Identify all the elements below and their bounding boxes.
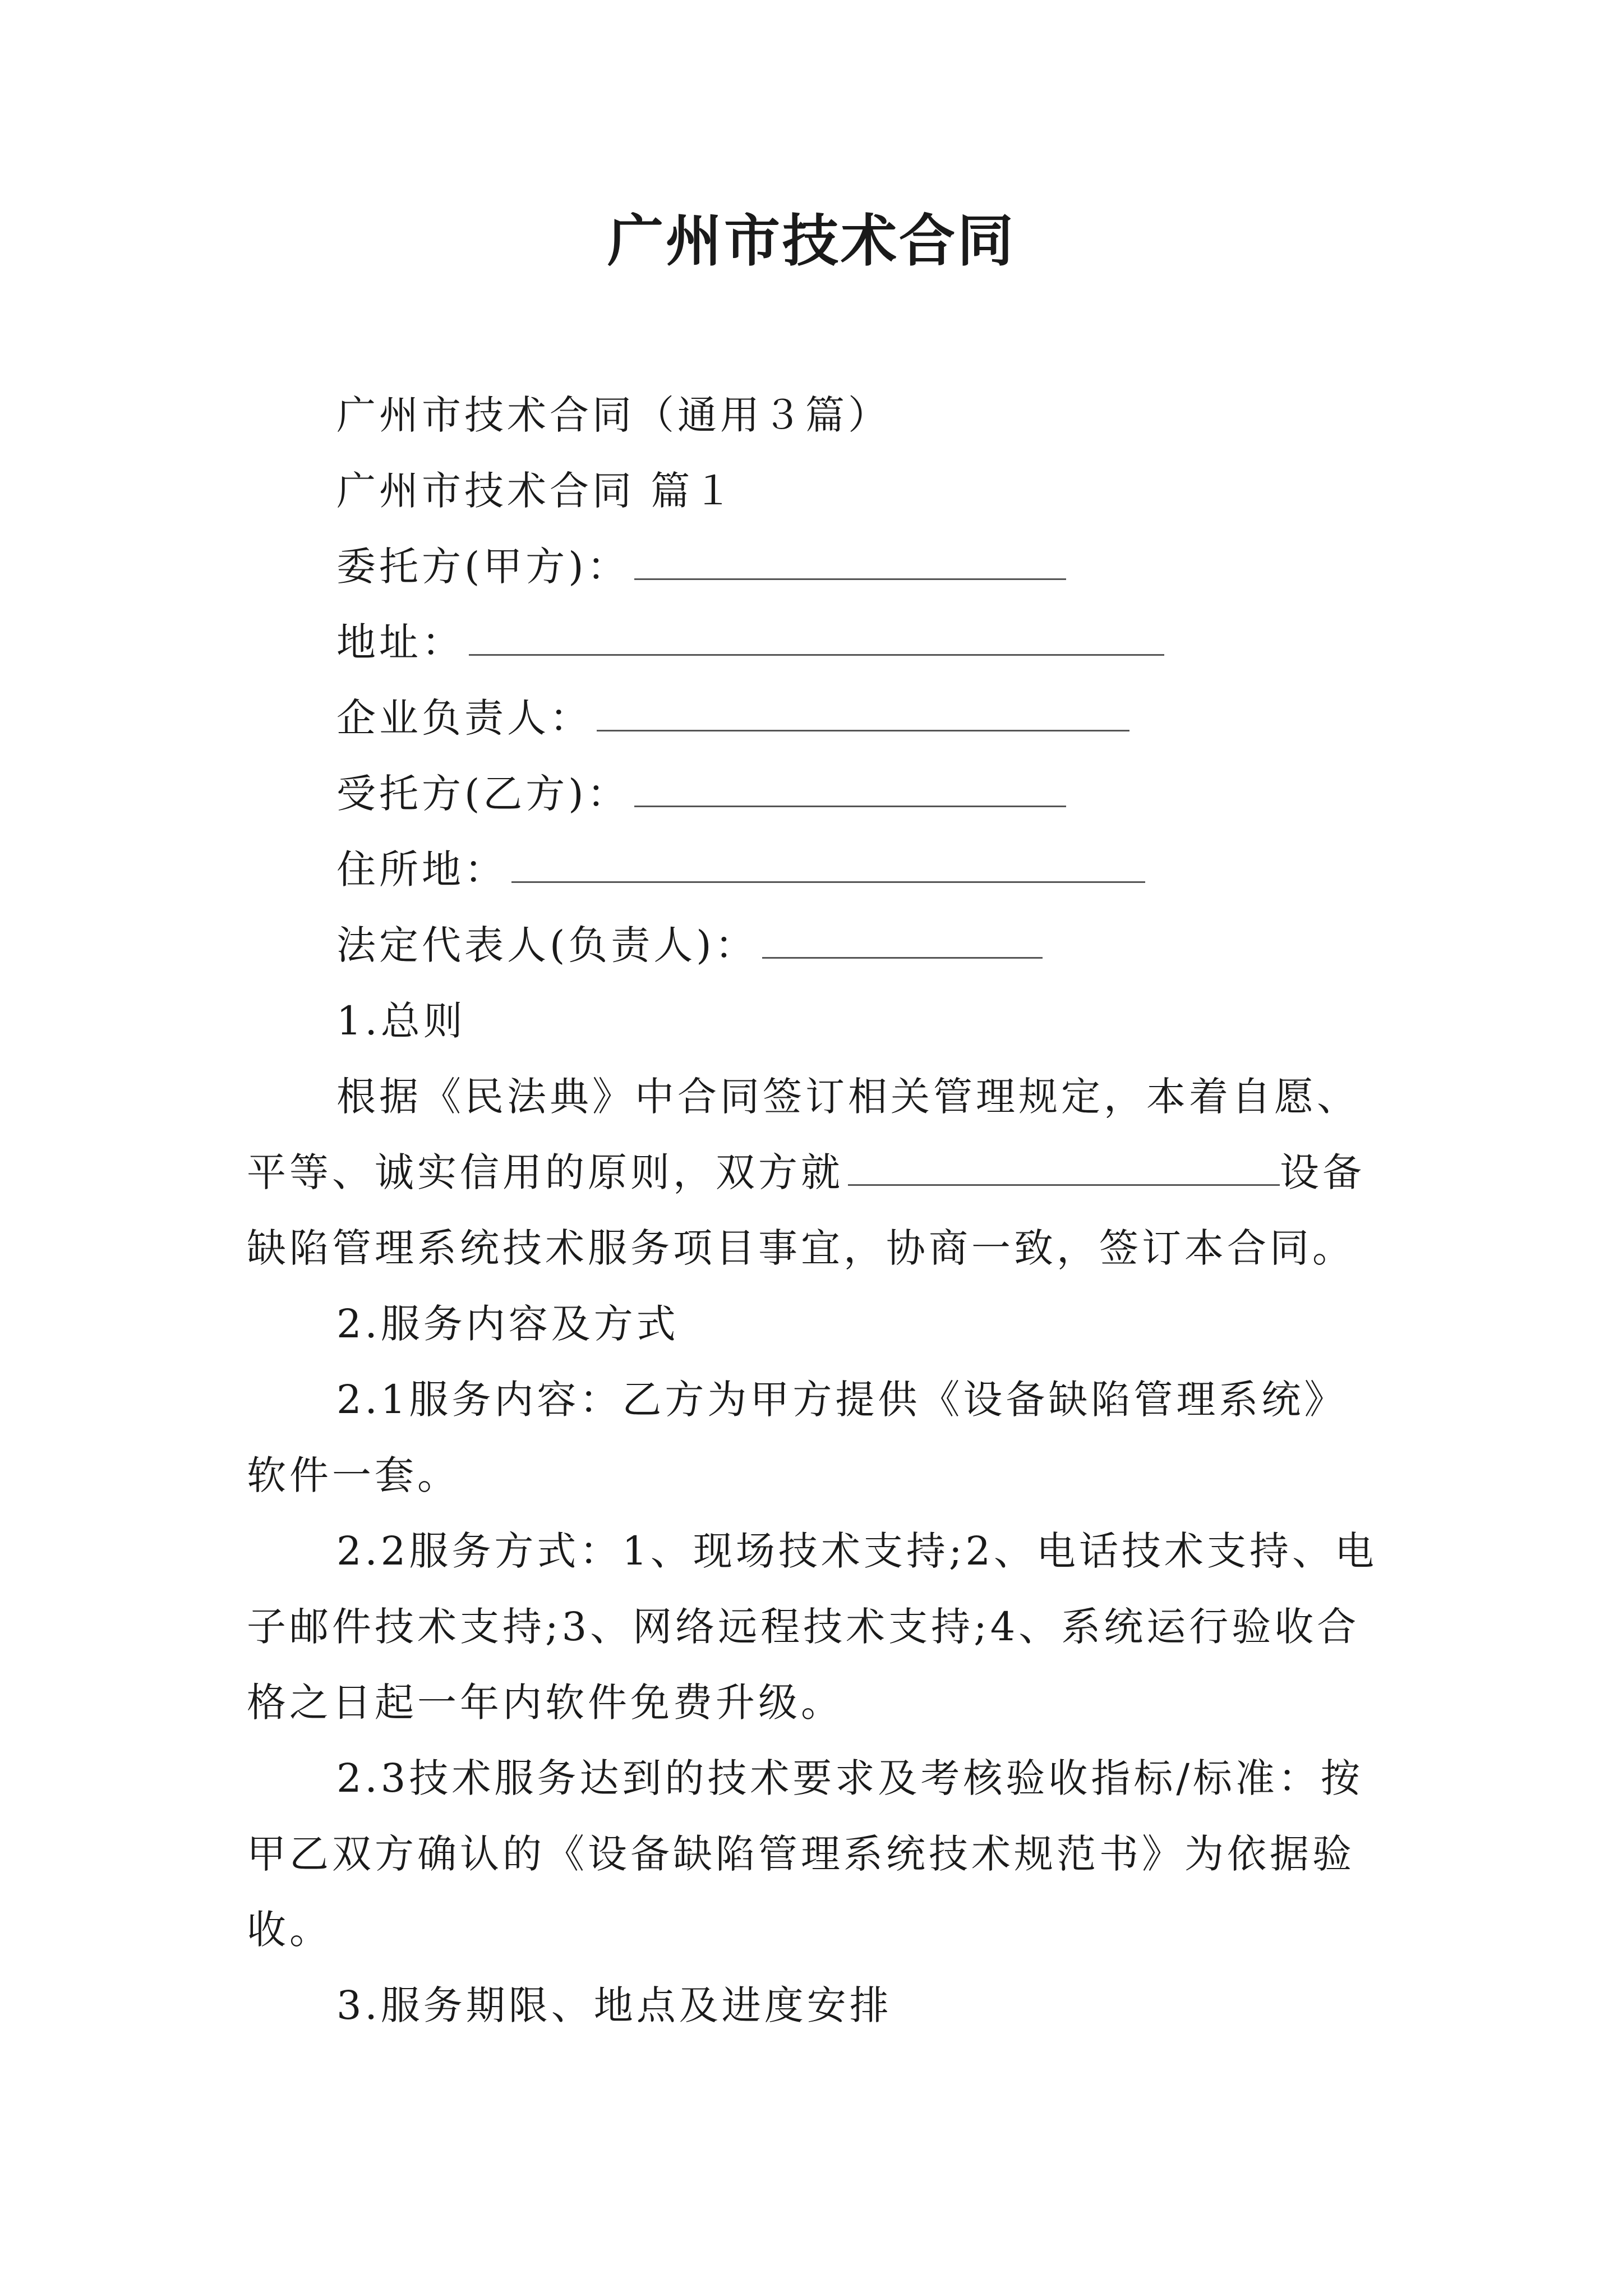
paragraph-text: 子邮件技术支持;3、网络远程技术支持;4、系统运行验收合 <box>247 1604 1360 1650</box>
paragraph-line <box>336 1069 1359 1125</box>
contractor-blank <box>634 770 1066 807</box>
paragraph-text: 设备 <box>1280 1149 1365 1195</box>
legal-rep-label: 法定代表人(负责人)： <box>336 922 758 968</box>
paragraph-text: 平等、诚实信用的原则，双方就 <box>247 1149 843 1195</box>
residence-field <box>336 841 1145 898</box>
clause-heading-service <box>336 1296 679 1352</box>
paragraph-text: 2.3技术服务达到的技术要求及考核验收指标/标准：按 <box>336 1755 1363 1801</box>
paragraph-text: 2.2服务方式：1、现场技术支持;2、电话技术支持、电 <box>336 1528 1377 1574</box>
paragraph-line <box>336 1372 1347 1428</box>
paragraph-line <box>247 1144 1365 1200</box>
document-title: 广州市技术合同 <box>607 208 1016 274</box>
legal-rep-blank <box>762 921 1043 959</box>
paragraph-text: 2.1服务内容：乙方为甲方提供《设备缺陷管理系统》 <box>336 1377 1347 1423</box>
paragraph-text: 收。 <box>247 1907 332 1953</box>
subtitle-text: 广州市技术合同（通用３篇） <box>336 392 891 438</box>
address-blank <box>469 618 1164 656</box>
address-field <box>336 614 1164 670</box>
section-heading-1 <box>336 463 736 519</box>
residence-blank <box>511 845 1145 883</box>
paragraph-text: 格之日起一年内软件免费升级。 <box>247 1680 843 1726</box>
legal-rep-field <box>336 917 1043 973</box>
client-field <box>336 539 1066 595</box>
paragraph-text: 软件一套。 <box>247 1452 460 1498</box>
paragraph-text: 甲乙双方确认的《设备缺陷管理系统技术规范书》为依据验 <box>247 1831 1355 1877</box>
paragraph-line <box>247 1902 332 1958</box>
clause-heading-general <box>336 993 466 1049</box>
address-label: 地址： <box>336 619 464 665</box>
contractor-label: 受托方(乙方)： <box>336 771 630 817</box>
clause-heading-text: 1.总则 <box>336 998 466 1044</box>
paragraph-line <box>247 1599 1359 1655</box>
client-blank <box>634 542 1066 580</box>
paragraph-text: 根据《民法典》中合同签订相关管理规定，本着自愿、 <box>336 1074 1359 1120</box>
project-blank <box>848 1148 1280 1186</box>
enterprise-head-blank <box>597 694 1129 731</box>
enterprise-head-label: 企业负责人： <box>336 695 592 741</box>
paragraph-line <box>336 1750 1363 1806</box>
contractor-field <box>336 766 1066 822</box>
enterprise-head-field <box>336 690 1129 746</box>
clause-heading-text: 3.服务期限、地点及进度安排 <box>336 1982 892 2028</box>
subtitle-line <box>336 387 891 443</box>
clause-heading-text: 2.服务内容及方式 <box>336 1301 679 1347</box>
paragraph-line <box>247 1826 1355 1882</box>
paragraph-line <box>247 1447 460 1503</box>
paragraph-line <box>336 1523 1377 1579</box>
residence-label: 住所地： <box>336 846 507 892</box>
paragraph-line <box>247 1220 1355 1276</box>
clause-heading-schedule <box>336 1977 892 2033</box>
paragraph-line <box>247 1674 843 1731</box>
paragraph-text: 缺陷管理系统技术服务项目事宜，协商一致，签订本合同。 <box>247 1225 1355 1271</box>
client-label: 委托方(甲方)： <box>336 544 630 590</box>
section-heading-text: 广州市技术合同 篇１ <box>336 468 736 514</box>
